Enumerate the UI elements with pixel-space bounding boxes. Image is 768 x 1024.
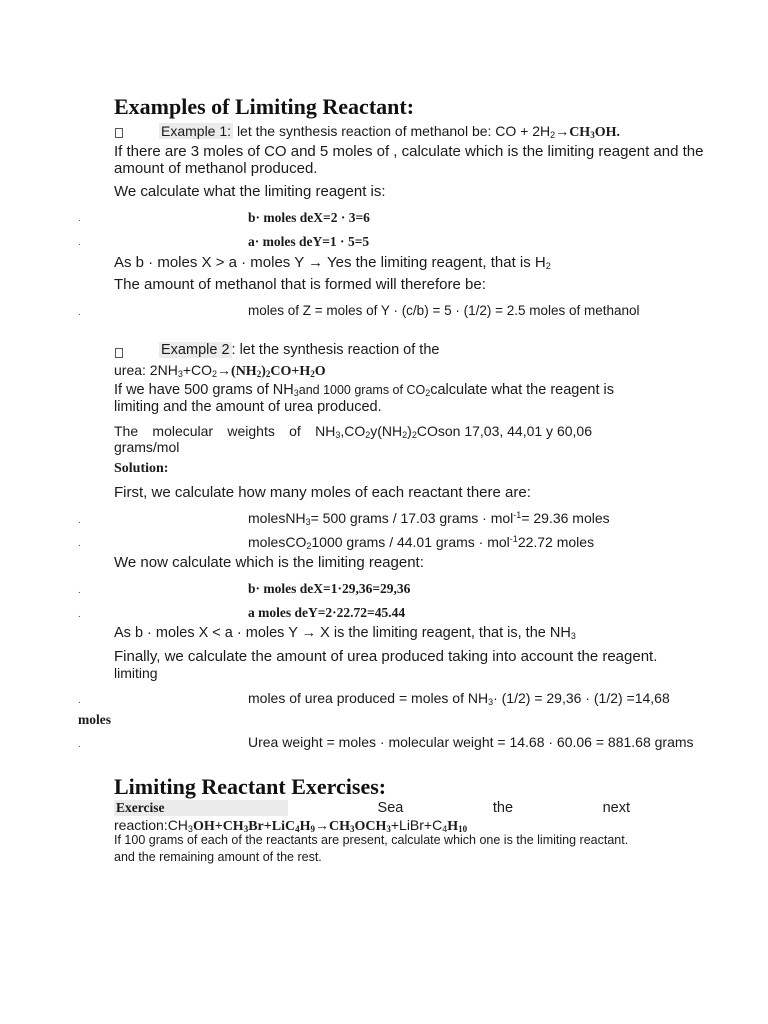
subscript: 9 <box>310 824 315 834</box>
reaction-product: ) <box>261 364 266 379</box>
subscript: 3 <box>187 824 193 834</box>
eq-text: 22.72 moles <box>517 534 595 550</box>
subscript: 2 <box>402 430 408 440</box>
example2-mw-line1 <box>114 423 592 444</box>
bullet-icon <box>115 124 123 142</box>
example2-mw-line2: grams/mol <box>114 439 180 455</box>
reaction-text: OH+CH <box>192 819 244 834</box>
example1-eq-b: b· moles deX=2 · 3=6 <box>248 210 370 225</box>
subscript: 4 <box>442 824 448 834</box>
moles-co2-eq <box>248 534 594 551</box>
section-title-examples: Examples of Limiting Reactant: <box>114 94 415 119</box>
subscript: 2 <box>265 369 271 379</box>
example1-calc-intro: We calculate what the limiting reagent is: <box>114 183 386 200</box>
list-dot: . <box>78 515 81 526</box>
reaction-text: →CH <box>314 819 350 834</box>
subscript: 2 <box>310 369 315 379</box>
problem-text: and 1000 grams of CO <box>298 383 426 397</box>
example2-label: Example 2 <box>161 342 230 358</box>
subscript: 2 <box>545 261 551 271</box>
example1-conclusion <box>114 254 551 275</box>
eq-text: = 29.36 moles <box>521 510 610 526</box>
solution-label: Solution: <box>114 461 169 476</box>
exercise-question-line2: and the remaining amount of the rest. <box>114 850 322 864</box>
moles-nh3-eq <box>248 510 610 527</box>
example2-limiting-intro: We now calculate which is the limiting reagent: <box>114 554 424 571</box>
subscript: 3 <box>243 824 249 834</box>
subscript: 3 <box>488 697 494 707</box>
subscript: 2 <box>365 430 371 440</box>
mw-formula <box>315 423 592 444</box>
subscript: 2 <box>306 541 312 551</box>
formula-text: ) <box>407 423 412 439</box>
subscript: 3 <box>293 388 299 398</box>
reaction-arrow: → <box>217 362 232 378</box>
example2-conclusion <box>114 625 576 645</box>
exercise-word: the <box>492 800 514 816</box>
list-dot: . <box>78 237 81 248</box>
example2-eq-a: a moles deY=2·22.72=45.44 <box>248 605 406 620</box>
reaction-product-end: OH. <box>594 125 620 140</box>
exercise-label: Exercise <box>114 800 288 816</box>
mw-word: of <box>289 423 301 439</box>
reaction-text: H <box>299 819 311 834</box>
reaction-text: +CO <box>182 362 213 378</box>
subscript: 2 <box>256 369 262 379</box>
list-dot: . <box>78 609 81 620</box>
example1-problem-line2: amount of methanol produced. <box>114 160 318 177</box>
problem-text: calculate what the reagent is <box>430 382 615 398</box>
subscript: 2 <box>425 388 431 398</box>
exercise-word: next <box>602 800 630 816</box>
conclusion-text: As b · moles X < a · moles Y → X is the limiting reagent, that is, the NH <box>114 625 571 641</box>
formula-text: y(NH <box>370 423 403 439</box>
formula-text: NH <box>315 423 336 439</box>
mw-word: The <box>114 423 139 439</box>
subscript: 2 <box>212 369 218 379</box>
reaction-text: H <box>447 819 459 834</box>
formula-text: COson 17,03, 44,01 y 60,06 <box>416 423 592 439</box>
exercise-word: Sea <box>377 800 404 816</box>
superscript: -1 <box>509 534 518 544</box>
example1-header <box>159 123 620 144</box>
superscript: -1 <box>513 510 522 520</box>
subscript: 4 <box>295 824 300 834</box>
reaction-text: urea: 2NH <box>114 362 178 378</box>
reaction-text: Br+LiC <box>248 819 296 834</box>
example2-first-calc: First, we calculate how many moles of each reactant there are: <box>114 484 531 501</box>
reaction-product: O <box>314 364 326 379</box>
example2-problem-line2: limiting and the amount of urea produced. <box>114 399 382 415</box>
example1-intro: let the synthesis reaction of methanol be: CO + 2H <box>236 123 551 139</box>
conclusion-text: As b · moles X > a · moles Y → Yes the limiting reagent, that is H <box>114 254 546 271</box>
section-title-exercises: Limiting Reactant Exercises: <box>114 774 387 799</box>
list-dot: . <box>78 695 81 706</box>
subscript: 3 <box>570 631 576 641</box>
subscript: 2 <box>550 130 556 140</box>
mw-word: weights <box>227 423 275 439</box>
formula-text: ,CO <box>340 423 366 439</box>
subscript: 10 <box>458 824 468 834</box>
example2-finally-line2: limiting <box>114 665 158 681</box>
eq-text: molesNH <box>248 510 306 526</box>
subscript: 3 <box>305 517 311 527</box>
list-dot: . <box>78 307 81 318</box>
exercise-line1 <box>114 800 630 817</box>
list-dot: . <box>78 213 81 224</box>
example1-eq-a: a· moles deY=1 · 5=5 <box>248 234 370 249</box>
reaction-text: OCH <box>354 819 387 834</box>
exercise-question-line1: If 100 grams of each of the reactants are present, calculate which one is the limiting reactant. <box>114 833 629 847</box>
subscript: 3 <box>349 824 355 834</box>
eq-text: 1000 grams / 44.01 grams · mol <box>311 534 510 550</box>
example1-amount-intro: The amount of methanol that is formed will therefore be: <box>114 276 486 293</box>
reaction-product: →CH <box>555 125 591 140</box>
eq-text: moles of urea produced = moles of NH <box>248 690 489 706</box>
example2-eq-b: b· moles deX=1·29,36=29,36 <box>248 581 411 596</box>
problem-text: If we have 500 grams of NH <box>114 382 294 398</box>
list-dot: . <box>78 739 81 750</box>
list-dot: . <box>78 585 81 596</box>
example2-reaction <box>114 362 326 383</box>
urea-moles-unit: moles <box>78 712 111 727</box>
example2-finally-line1: Finally, we calculate the amount of urea produced taking into account the reagent. <box>114 648 658 665</box>
example2-intro: : let the synthesis reaction of the <box>231 342 440 358</box>
example1-problem-line1: If there are 3 moles of CO and 5 moles of , calculate which is the limiting reagent and the <box>114 143 704 160</box>
eq-text: = 500 grams / 17.03 grams · mol <box>310 510 514 526</box>
urea-moles-eq <box>248 690 670 707</box>
example1-amount-eq: moles of Z = moles of Y · (c/b) = 5 · (1/2) = 2.5 moles of methanol <box>248 303 640 318</box>
reaction-product: (NH <box>231 364 257 379</box>
reaction-text: reaction:CH <box>114 817 188 833</box>
subscript: 2 <box>411 430 417 440</box>
example2-header <box>159 342 439 359</box>
example1-label: Example 1: <box>161 123 232 139</box>
subscript: 3 <box>386 824 391 834</box>
mw-word: molecular <box>152 423 214 439</box>
subscript: 3 <box>590 130 595 140</box>
urea-weight-eq: Urea weight = moles · molecular weight = 14.68 · 60.06 = 881.68 grams <box>248 734 694 750</box>
reaction-text: +LiBr+C <box>390 817 443 833</box>
list-dot: . <box>78 538 81 549</box>
eq-text: molesCO <box>248 534 307 550</box>
reaction-product: CO+H <box>270 364 311 379</box>
subscript: 3 <box>335 430 341 440</box>
subscript: 3 <box>177 369 183 379</box>
eq-text: · (1/2) = 29,36 · (1/2) =14,68 <box>493 690 670 706</box>
bullet-icon <box>115 344 123 362</box>
